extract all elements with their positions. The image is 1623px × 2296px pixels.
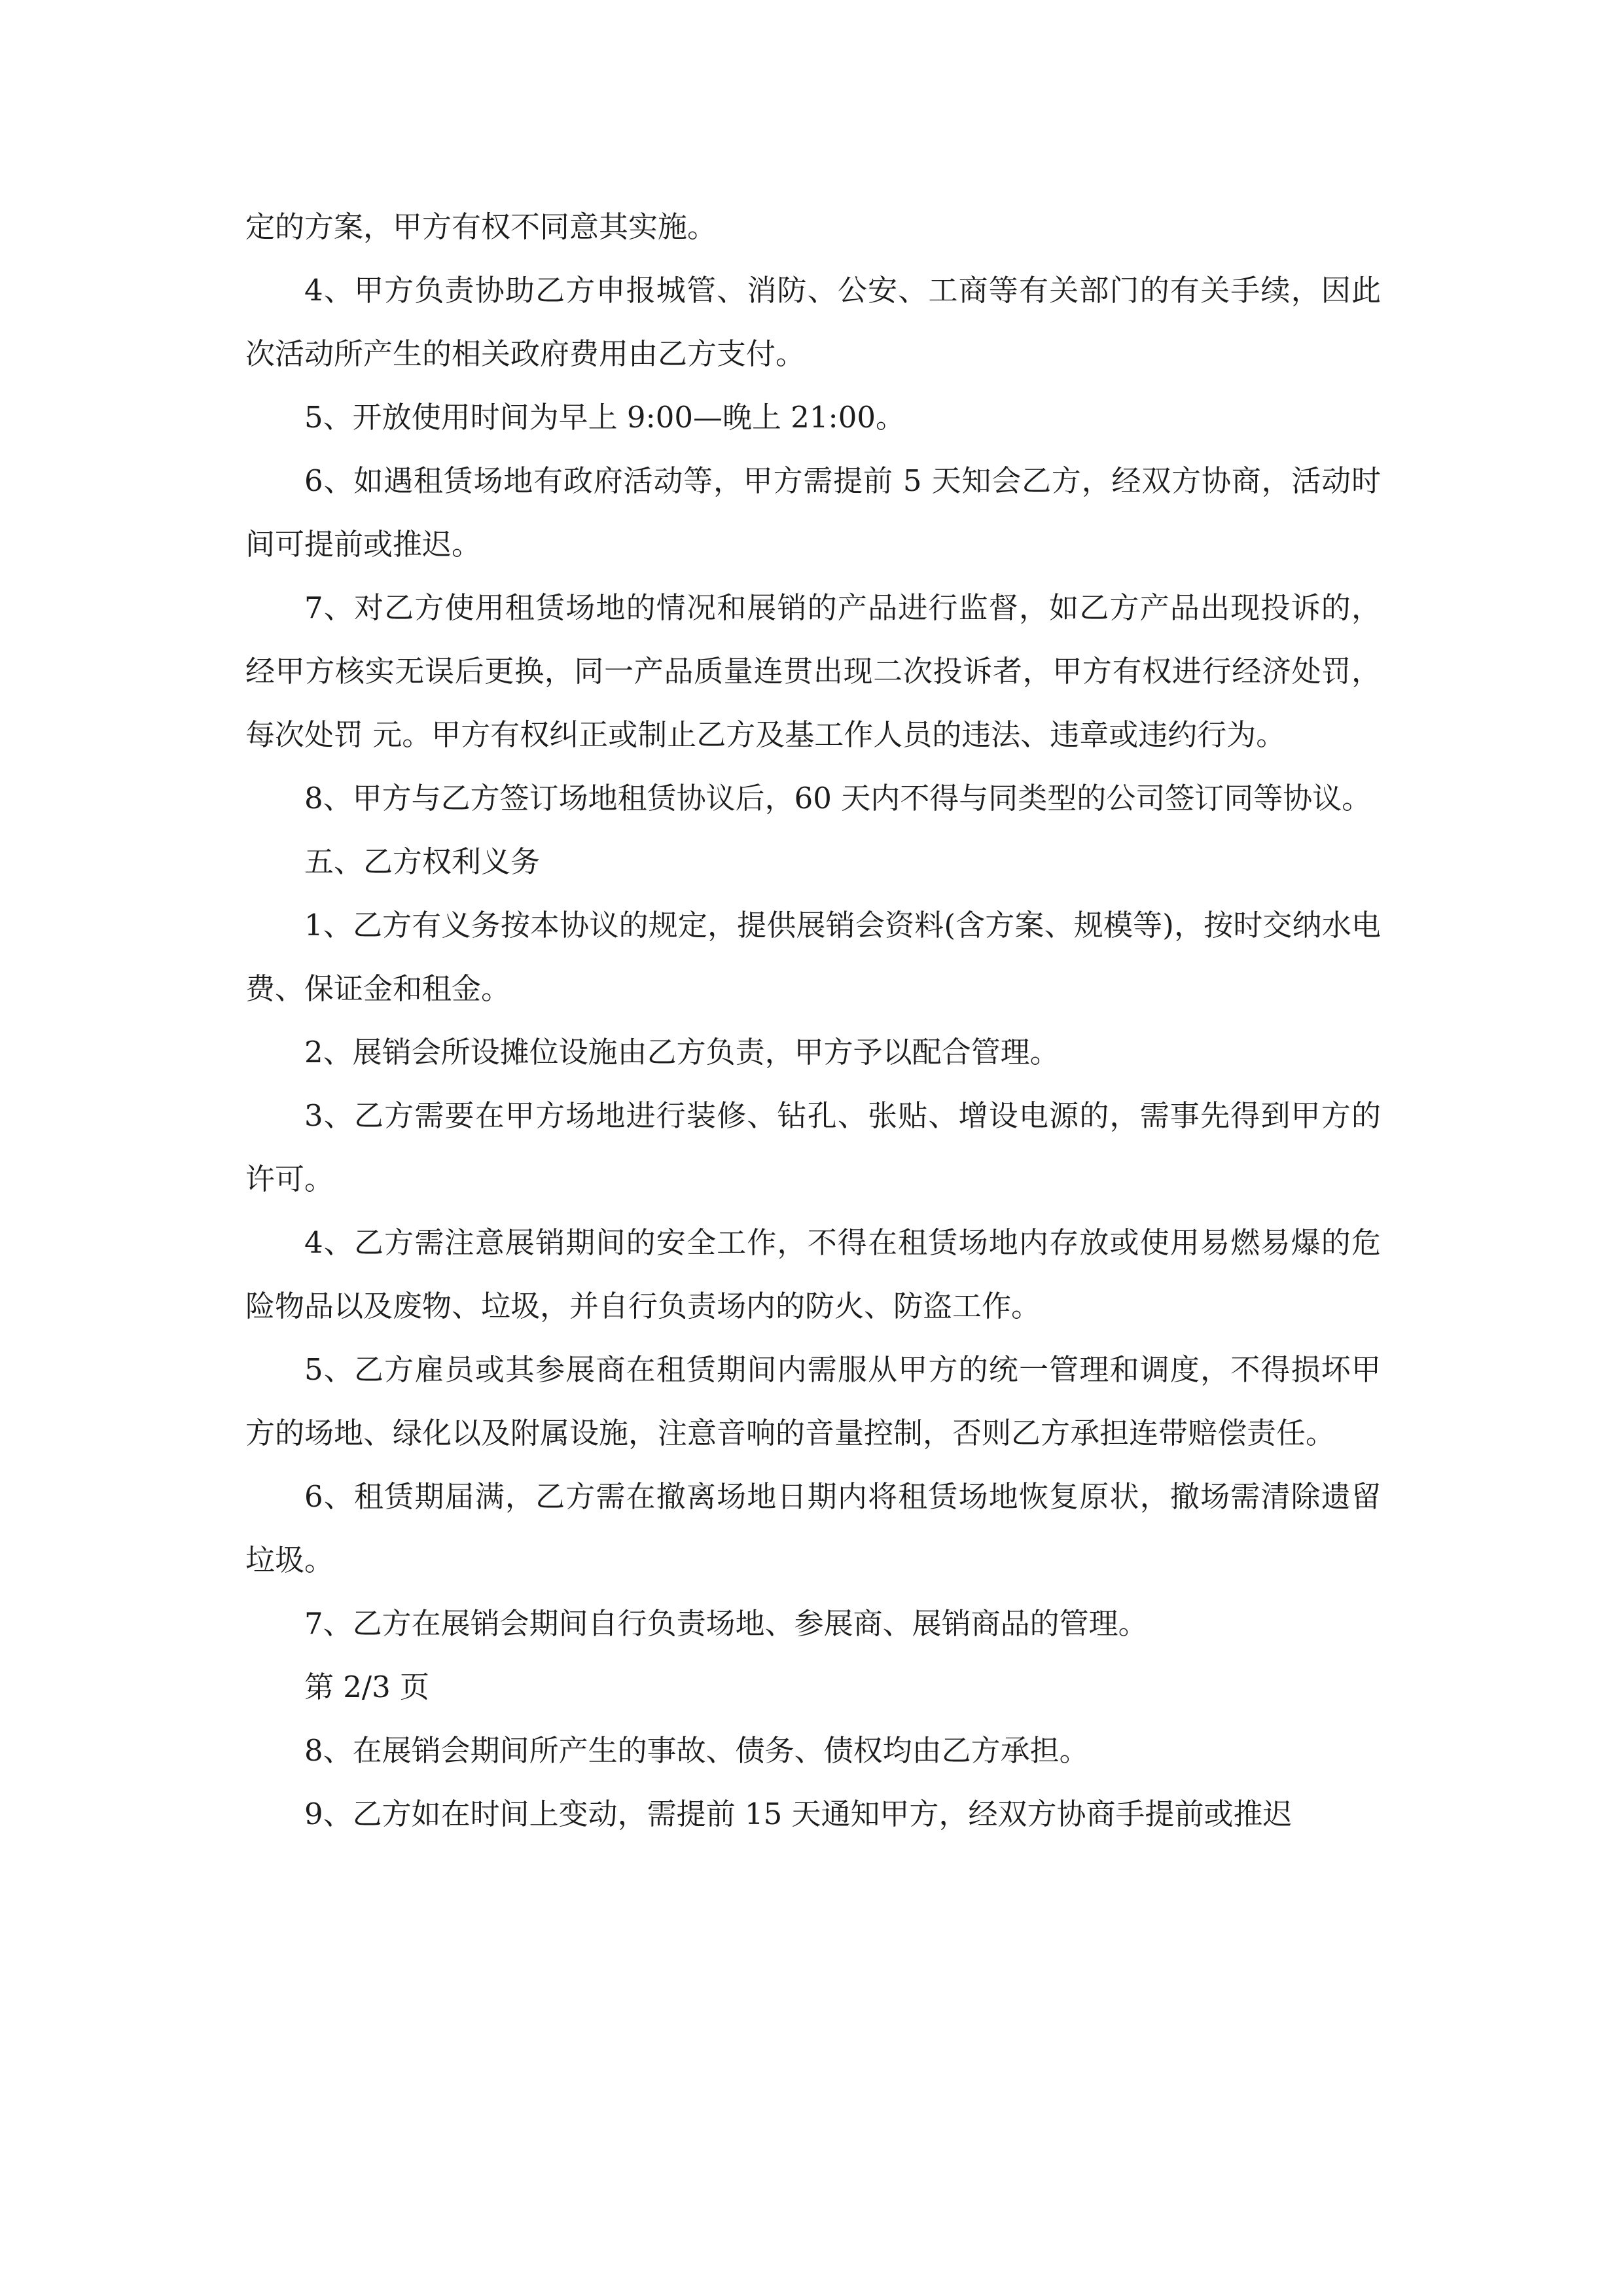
clause-8-party-a: 8、甲方与乙方签订场地租赁协议后，60 天内不得与同类型的公司签订同等协议。 <box>304 781 1372 816</box>
clause-5-party-b: 5、乙方雇员或其参展商在租赁期间内需服从甲方的统一管理和调度，不得损坏甲方的场地、绿化以及附属设施，注意音响的音量控制，否则乙方承担连带赔偿责任。 <box>245 1352 1381 1450</box>
section-heading-party-b: 五、乙方权利义务 <box>304 844 541 879</box>
clause-7-party-a: 7、对乙方使用租赁场地的情况和展销的产品进行监督，如乙方产品出现投诉的，经甲方核实无误后更换，同一产品质量连贯出现二次投诉者，甲方有权进行经济处罚，每次处罚 元。甲方有权纠正或制止乙方及基工作人员的违法、违章或违约行为。 <box>245 590 1381 752</box>
clause-4-party-b: 4、乙方需注意展销期间的安全工作，不得在租赁场地内存放或使用易燃易爆的危险物品以及废物、垃圾，并自行负责场内的防火、防盗工作。 <box>245 1225 1381 1323</box>
page-number: 第 2/3 页 <box>304 1670 430 1704</box>
clause-5-party-a: 5、开放使用时间为早上 9:00—晚上 21:00。 <box>304 400 905 435</box>
clause-7-party-b: 7、乙方在展销会期间自行负责场地、参展商、展销商品的管理。 <box>304 1606 1148 1641</box>
clause-8-party-b: 8、在展销会期间所产生的事故、债务、债权均由乙方承担。 <box>304 1733 1089 1768</box>
clause-1-party-b: 1、乙方有义务按本协议的规定，提供展销会资料(含方案、规模等)，按时交纳水电费、保证金和租金。 <box>245 908 1381 1006</box>
clause-3-party-b: 3、乙方需要在甲方场地进行装修、钻孔、张贴、增设电源的，需事先得到甲方的许可。 <box>245 1098 1381 1196</box>
document-body <box>245 195 1381 1846</box>
clause-9-party-b: 9、乙方如在时间上变动，需提前 15 天通知甲方，经双方协商手提前或推迟 <box>304 1797 1293 1831</box>
clause-4-party-a: 4、甲方负责协助乙方申报城管、消防、公安、工商等有关部门的有关手续，因此次活动所产生的相关政府费用由乙方支付。 <box>245 273 1381 371</box>
clause-6-party-b: 6、租赁期届满，乙方需在撤离场地日期内将租赁场地恢复原状，撤场需清除遗留垃圾。 <box>245 1479 1381 1577</box>
clause-2-party-b: 2、展销会所设摊位设施由乙方负责，甲方予以配合管理。 <box>304 1035 1060 1069</box>
clause-6-party-a: 6、如遇租赁场地有政府活动等，甲方需提前 5 天知会乙方，经双方协商，活动时间可提前或推迟。 <box>245 463 1381 562</box>
paragraph-continuation: 定的方案，甲方有权不同意其实施。 <box>245 209 717 244</box>
